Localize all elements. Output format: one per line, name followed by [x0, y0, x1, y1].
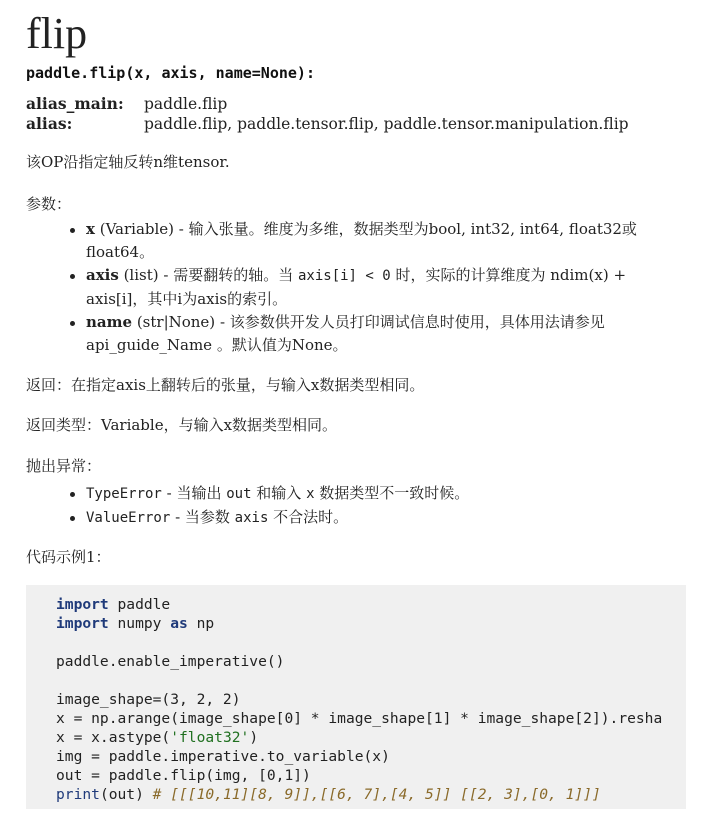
alias-value: paddle.flip, paddle.tensor.flip, paddle.tensor.manipulation.flip [144, 115, 629, 133]
alias-main-row [26, 94, 629, 114]
alias-row [26, 114, 629, 134]
code-keyword: as [170, 615, 188, 632]
valueerror-code: ValueError [86, 510, 171, 526]
code-keyword: import [56, 596, 109, 613]
example-label: 代码示例1： [26, 548, 111, 566]
code-line: image_shape=(3, 2, 2) [56, 691, 241, 708]
typeerror-text-a: - 当输出 [161, 484, 227, 502]
param-axis-desc-a: - 需要翻转的轴。当 [158, 266, 298, 284]
code-text: paddle [108, 596, 171, 613]
return-type-text: 返回类型：Variable，与输入x数据类型相同。 [26, 416, 338, 434]
param-axis-desc-b: 时，实际的计算维度为 ndim(x) + axis[i]，其中i为axis的索引。 [86, 266, 627, 308]
code-line: paddle.enable_imperative() [56, 653, 285, 670]
param-axis [66, 264, 676, 311]
alias-main-key: alias_main: [26, 94, 124, 113]
valueerror-axis-code: axis [234, 510, 269, 526]
code-line: x = np.arange(image_shape[0] * image_shape[1] * image_shape[2]).resha [56, 710, 663, 727]
alias-field-list [26, 94, 629, 134]
param-name-type: (str|None) [132, 313, 216, 331]
code-text: (out) [99, 786, 153, 803]
valueerror-text-a: - 当参数 [170, 508, 235, 526]
code-text: x = x.astype( [56, 729, 171, 746]
raises-label: 抛出异常： [26, 457, 102, 475]
alias-key: alias: [26, 114, 73, 133]
code-text: numpy [108, 615, 171, 632]
valueerror-text-b: 不合法时。 [268, 508, 349, 526]
function-signature: paddle.flip(x, axis, name=None): [26, 64, 315, 82]
params-list [66, 218, 676, 357]
code-text: np [187, 615, 215, 632]
param-axis-name: axis [86, 266, 119, 284]
param-name [66, 311, 676, 357]
code-line: img = paddle.imperative.to_variable(x) [56, 748, 390, 765]
typeerror-code: TypeError [86, 486, 162, 502]
typeerror-out-code: out [226, 486, 252, 502]
code-listing [56, 595, 662, 804]
alias-main-value: paddle.flip [144, 95, 228, 113]
param-axis-code: axis[i] < 0 [297, 268, 391, 284]
code-comment: # [[[10,11][8, 9]],[[6, 7],[4, 5]] [[2, 3],[0, 1]]] [152, 786, 601, 803]
typeerror-text-c: 数据类型不一致时候。 [314, 484, 470, 502]
param-x-type: (Variable) [94, 220, 175, 238]
code-text: ) [249, 729, 259, 746]
raise-valueerror [66, 506, 676, 530]
code-string: 'float32' [170, 729, 250, 746]
params-label: 参数： [26, 195, 72, 213]
code-line: out = paddle.flip(img, [0,1]) [56, 767, 311, 784]
raise-typeerror [66, 482, 676, 506]
param-x [66, 218, 676, 264]
param-name-desc: - 该参数供开发人员打印调试信息时使用，具体用法请参见 api_guide_Name 。默认值为None。 [86, 313, 605, 354]
typeerror-text-b: 和输入 [251, 484, 307, 502]
description: 该OP沿指定轴反转n维tensor. [26, 153, 230, 171]
param-name-name: name [86, 313, 133, 331]
param-axis-type: (list) [118, 266, 159, 284]
code-builtin: print [56, 786, 100, 803]
code-keyword: import [56, 615, 109, 632]
param-x-desc: - 输入张量。维度为多维，数据类型为bool, int32, int64, float32或float64。 [86, 220, 637, 261]
typeerror-x-code: x [306, 486, 315, 502]
param-x-name: x [86, 220, 95, 238]
returns-text: 返回：在指定axis上翻转后的张量，与输入x数据类型相同。 [26, 376, 425, 394]
code-example-block[interactable] [26, 585, 686, 809]
page-title: flip [26, 9, 88, 58]
raises-list [66, 482, 676, 530]
